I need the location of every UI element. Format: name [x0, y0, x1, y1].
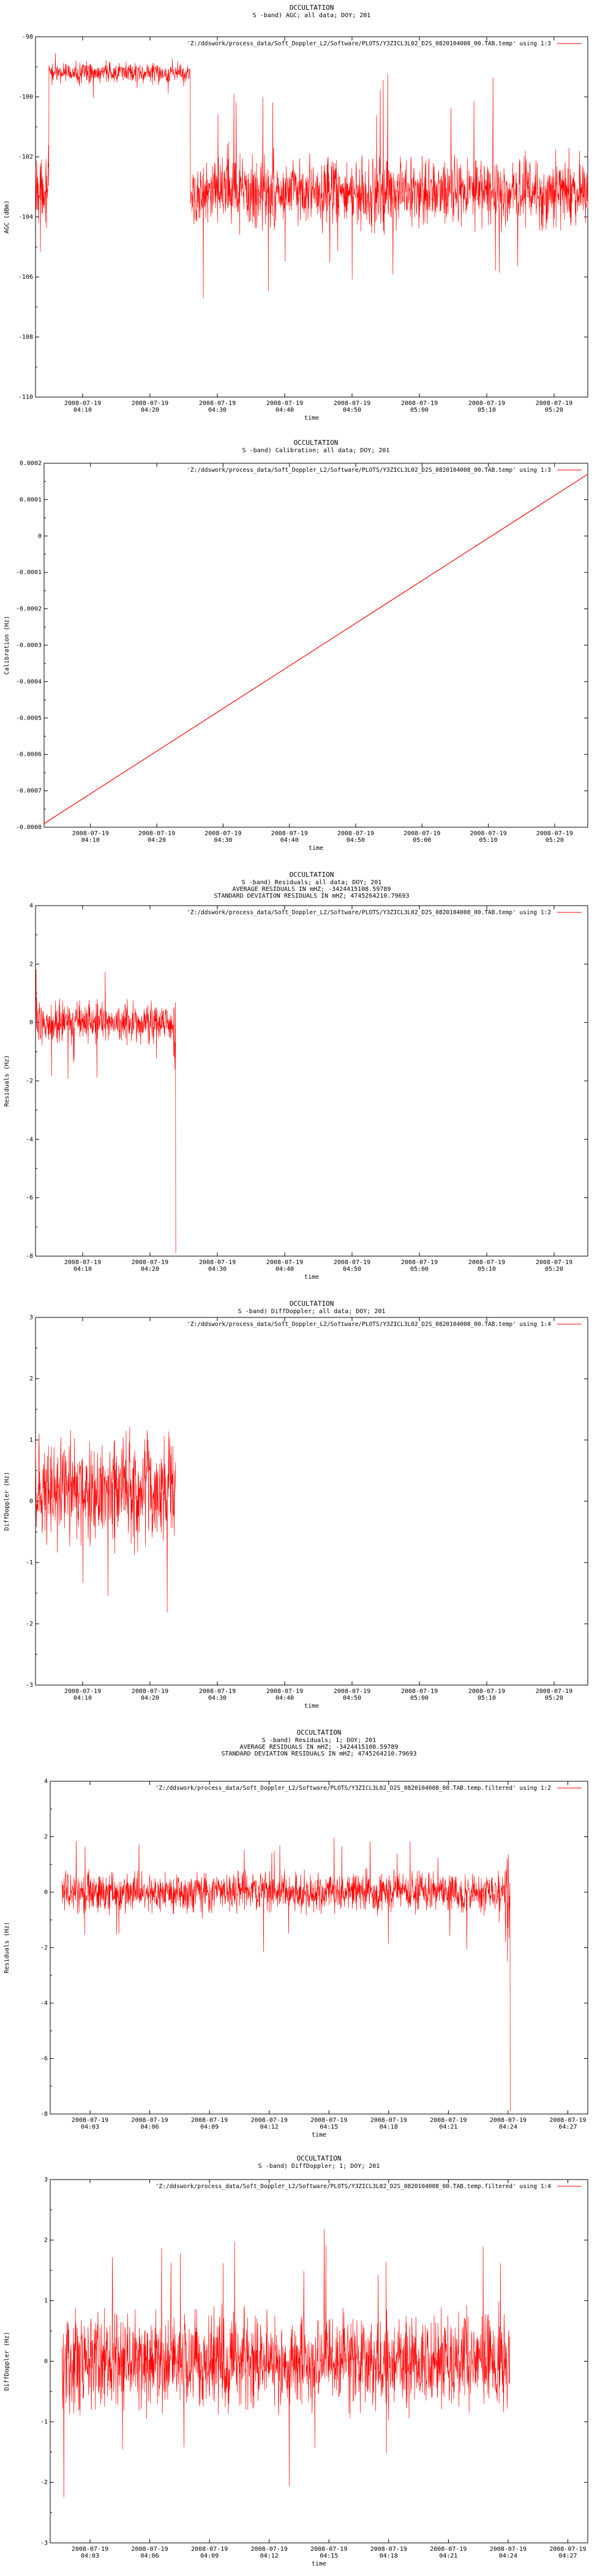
- chart-subtitle: STANDARD DEVIATION RESIDUALS IN mHZ; 4745264210.79693: [221, 1751, 417, 1757]
- y-tick-label: -8: [25, 1253, 33, 1260]
- x-tick-label: 2008-07-19: [468, 400, 506, 407]
- x-tick-label: 04:10: [81, 837, 100, 844]
- y-tick-label: 1: [29, 1437, 33, 1444]
- x-tick-label: 04:27: [558, 2553, 577, 2559]
- x-tick-label: 05:00: [410, 407, 429, 414]
- x-tick-label: 2008-07-19: [333, 400, 371, 407]
- x-tick-label: 2008-07-19: [64, 1688, 102, 1695]
- series-line: [36, 969, 176, 1254]
- x-tick-label: 05:00: [410, 1695, 429, 1702]
- x-tick-label: 2008-07-19: [333, 1688, 371, 1695]
- x-tick-label: 04:10: [73, 407, 92, 414]
- x-tick-label: 05:10: [477, 1695, 497, 1702]
- chart-2: [4, 439, 588, 852]
- x-tick-label: 2008-07-19: [250, 2546, 288, 2553]
- y-tick-label: -0.0007: [15, 787, 42, 795]
- x-tick-label: 04:30: [208, 407, 227, 414]
- x-tick-label: 2008-07-19: [370, 2117, 407, 2124]
- chart-3: [4, 871, 588, 1281]
- x-tick-label: 04:40: [275, 1695, 294, 1702]
- y-tick-label: -0.0008: [15, 824, 42, 831]
- chart-subtitle: STANDARD DEVIATION RESIDUALS IN mHZ; 4745264210.79693: [214, 893, 410, 900]
- y-axis-label: DiffDoppler (Hz): [4, 1471, 10, 1531]
- y-tick-label: 0: [29, 1498, 33, 1505]
- y-tick-label: 2: [43, 1833, 48, 1841]
- chart-subtitle: S -band) DiffDoppler; 1; DOY; 201: [258, 2163, 380, 2170]
- x-tick-label: 2008-07-19: [549, 2117, 587, 2124]
- y-tick-label: -4: [25, 1136, 33, 1143]
- x-tick-label: 2008-07-19: [549, 2546, 587, 2553]
- chart-1: [4, 4, 588, 422]
- y-tick-label: 3: [43, 2176, 48, 2183]
- y-tick-label: -2: [40, 2479, 48, 2487]
- x-tick-label: 05:20: [545, 837, 564, 844]
- x-tick-label: 2008-07-19: [310, 2546, 348, 2553]
- x-tick-label: 2008-07-19: [400, 400, 438, 407]
- x-tick-label: 04:21: [439, 2124, 458, 2131]
- x-tick-label: 04:20: [140, 1266, 160, 1273]
- y-tick-label: -0.0006: [15, 751, 42, 759]
- y-tick-label: -108: [18, 334, 33, 341]
- chart-title: OCCULTATION: [293, 439, 339, 447]
- chart-subtitle: S -band) Calibration; all data; DOY; 201: [242, 447, 390, 454]
- x-tick-label: 04:06: [140, 2124, 159, 2131]
- x-tick-label: 04:18: [379, 2553, 398, 2559]
- x-tick-label: 04:20: [140, 1695, 160, 1702]
- y-tick-label: -110: [18, 394, 33, 401]
- series-line: [62, 1838, 511, 2112]
- legend-label: 'Z:/ddswork/process_data/Soft_Doppler_L2/Software/PLOTS/Y3ZICL3L02_D2S_0820104008_00.TAB.temp' using 1:4: [187, 1321, 551, 1328]
- x-tick-label: 2008-07-19: [400, 1259, 438, 1266]
- legend-label: 'Z:/ddswork/process_data/Soft_Doppler_L2/Software/PLOTS/Y3ZICL3L02_D2S_0820104008_00.TAB.temp.filtered' using 1:4: [155, 2183, 551, 2190]
- y-tick-label: -3: [40, 2540, 48, 2547]
- x-tick-label: 04:50: [342, 407, 362, 414]
- y-tick-label: -104: [18, 214, 33, 221]
- x-tick-label: 2008-07-19: [131, 1259, 169, 1266]
- x-tick-label: 04:03: [80, 2553, 100, 2559]
- y-tick-label: -6: [25, 1194, 33, 1202]
- x-tick-label: 2008-07-19: [489, 2117, 527, 2124]
- x-tick-label: 04:30: [214, 837, 233, 844]
- x-tick-label: 04:24: [498, 2124, 517, 2131]
- y-tick-label: -1: [25, 1559, 33, 1566]
- x-tick-label: 2008-07-19: [71, 2117, 109, 2124]
- y-tick-label: -0.0003: [15, 642, 42, 649]
- y-tick-label: -8: [40, 2111, 48, 2118]
- chart-subtitle: S -band) DiffDoppler; all data; DOY; 201: [238, 1308, 386, 1315]
- y-tick-label: -0.0002: [15, 605, 42, 613]
- x-tick-label: 2008-07-19: [370, 2546, 407, 2553]
- series-line: [62, 2229, 510, 2498]
- x-tick-label: 04:12: [260, 2124, 279, 2131]
- x-tick-label: 05:20: [544, 1695, 564, 1702]
- series-line: [36, 1427, 176, 1613]
- x-tick-label: 2008-07-19: [400, 1688, 438, 1695]
- x-tick-label: 04:09: [200, 2553, 219, 2559]
- chart-5: [4, 1729, 588, 2138]
- chart-6: [4, 2154, 588, 2567]
- x-tick-label: 2008-07-19: [198, 400, 236, 407]
- x-tick-label: 05:00: [410, 1266, 429, 1273]
- y-tick-label: 2: [29, 961, 33, 968]
- x-axis-label: time: [304, 415, 320, 422]
- y-tick-label: -6: [40, 2055, 48, 2063]
- x-tick-label: 05:00: [413, 837, 432, 844]
- x-tick-label: 2008-07-19: [266, 1688, 304, 1695]
- x-tick-label: 2008-07-19: [71, 2546, 109, 2553]
- chart-subtitle: AVERAGE RESIDUALS IN mHZ; -3424415108.59789: [239, 1744, 399, 1751]
- x-tick-label: 04:20: [140, 407, 160, 414]
- y-tick-label: 0: [37, 532, 42, 540]
- x-axis-label: time: [308, 845, 324, 852]
- x-tick-label: 04:06: [140, 2553, 159, 2559]
- x-tick-label: 2008-07-19: [64, 400, 102, 407]
- x-tick-label: 2008-07-19: [535, 1259, 573, 1266]
- y-tick-label: -100: [18, 94, 33, 100]
- plot-frame: [50, 1781, 588, 2114]
- y-tick-label: -0.0005: [15, 714, 42, 722]
- x-tick-label: 04:40: [275, 1266, 294, 1273]
- x-tick-label: 2008-07-19: [250, 2117, 288, 2124]
- x-tick-label: 04:18: [379, 2124, 398, 2131]
- x-tick-label: 05:10: [479, 837, 498, 844]
- x-tick-label: 2008-07-19: [198, 1688, 236, 1695]
- x-tick-label: 04:21: [439, 2553, 458, 2559]
- y-tick-label: 0.0001: [19, 496, 42, 504]
- chart-4: [4, 1300, 588, 1710]
- x-axis-label: time: [311, 2132, 327, 2138]
- x-tick-label: 2008-07-19: [198, 1259, 236, 1266]
- x-tick-label: 04:10: [73, 1695, 92, 1702]
- x-tick-label: 04:27: [558, 2124, 577, 2131]
- x-tick-label: 2008-07-19: [535, 1688, 573, 1695]
- x-tick-label: 2008-07-19: [191, 2117, 228, 2124]
- y-axis-label: Residuals (Hz): [4, 1922, 10, 1974]
- legend-label: 'Z:/ddswork/process_data/Soft_Doppler_L2/Software/PLOTS/Y3ZICL3L02_D2S_0820104008_00.TAB.temp' using 1:3: [187, 467, 551, 474]
- x-tick-label: 2008-07-19: [337, 830, 375, 837]
- x-tick-label: 05:10: [477, 1266, 497, 1273]
- x-tick-label: 2008-07-19: [64, 1259, 102, 1266]
- chart-subtitle: S -band) Residuals; 1; DOY; 201: [261, 1737, 377, 1744]
- legend-label: 'Z:/ddswork/process_data/Soft_Doppler_L2/Software/PLOTS/Y3ZICL3L02_D2S_0820104008_00.TAB.temp.filtered' using 1:2: [155, 1785, 551, 1792]
- x-tick-label: 2008-07-19: [333, 1259, 371, 1266]
- plot-frame: [36, 37, 588, 397]
- y-axis-label: Residuals (Hz): [4, 1055, 10, 1107]
- chart-subtitle: S -band) Residuals; all data; DOY; 201: [241, 879, 382, 886]
- y-tick-label: -2: [25, 1078, 33, 1085]
- y-tick-label: 3: [29, 1314, 33, 1321]
- x-tick-label: 2008-07-19: [536, 830, 573, 837]
- x-tick-label: 2008-07-19: [138, 830, 176, 837]
- x-tick-label: 2008-07-19: [489, 2546, 527, 2553]
- x-tick-label: 04:20: [148, 837, 167, 844]
- y-tick-label: 4: [43, 1778, 48, 1785]
- x-tick-label: 04:40: [280, 837, 299, 844]
- legend-label: 'Z:/ddswork/process_data/Soft_Doppler_L2/Software/PLOTS/Y3ZICL3L02_D2S_0820104008_00.TAB.temp' using 1:2: [187, 909, 551, 916]
- x-tick-label: 04:50: [342, 1266, 362, 1273]
- y-axis-label: Calibration (Hz): [4, 615, 10, 675]
- x-tick-label: 2008-07-19: [72, 830, 109, 837]
- x-tick-label: 05:10: [477, 407, 497, 414]
- chart-title: OCCULTATION: [296, 1729, 342, 1737]
- plot-frame: [50, 2180, 588, 2543]
- y-tick-label: -0.0004: [15, 678, 42, 686]
- x-tick-label: 04:40: [275, 407, 294, 414]
- x-tick-label: 2008-07-19: [403, 830, 441, 837]
- x-tick-label: 2008-07-19: [310, 2117, 348, 2124]
- x-tick-label: 05:20: [544, 407, 564, 414]
- x-tick-label: 2008-07-19: [430, 2117, 467, 2124]
- x-axis-label: time: [304, 1703, 320, 1710]
- x-tick-label: 04:15: [320, 2553, 339, 2559]
- plot-frame: [44, 463, 588, 827]
- x-tick-label: 2008-07-19: [468, 1259, 506, 1266]
- chart-title: OCCULTATION: [289, 4, 334, 12]
- y-tick-label: -98: [21, 34, 33, 40]
- x-tick-label: 04:12: [260, 2553, 279, 2559]
- y-tick-label: -4: [40, 2000, 48, 2007]
- y-tick-label: -0.0001: [15, 569, 42, 577]
- plot-frame: [36, 906, 588, 1256]
- x-tick-label: 2008-07-19: [266, 1259, 304, 1266]
- x-tick-label: 04:50: [346, 837, 366, 844]
- x-tick-label: 2008-07-19: [266, 400, 304, 407]
- x-tick-label: 2008-07-19: [430, 2546, 467, 2553]
- chart-title: OCCULTATION: [289, 1300, 334, 1308]
- y-tick-label: -102: [18, 154, 33, 161]
- series-line: [44, 474, 588, 824]
- x-tick-label: 2008-07-19: [535, 400, 573, 407]
- y-axis-label: AGC (dBm): [4, 200, 10, 234]
- x-axis-label: time: [311, 2561, 327, 2567]
- x-tick-label: 04:30: [208, 1695, 227, 1702]
- legend-label: 'Z:/ddswork/process_data/Soft_Doppler_L2/Software/PLOTS/Y3ZICL3L02_D2S_0820104008_00.TAB.temp' using 1:3: [187, 40, 551, 47]
- chart-title: OCCULTATION: [296, 2154, 342, 2162]
- x-tick-label: 2008-07-19: [131, 2546, 168, 2553]
- x-tick-label: 2008-07-19: [468, 1688, 506, 1695]
- y-tick-label: 0: [29, 1019, 33, 1026]
- x-tick-label: 05:20: [544, 1266, 564, 1273]
- x-axis-label: time: [304, 1274, 320, 1281]
- x-tick-label: 04:10: [73, 1266, 92, 1273]
- chart-subtitle: AVERAGE RESIDUALS IN mHZ; -3424415108.59789: [232, 886, 391, 893]
- x-tick-label: 04:24: [498, 2553, 517, 2559]
- y-tick-label: 2: [43, 2237, 48, 2244]
- chart-title: OCCULTATION: [289, 871, 334, 879]
- y-tick-label: 0.0002: [19, 460, 42, 467]
- y-tick-label: 2: [29, 1376, 33, 1382]
- y-tick-label: -106: [18, 274, 33, 281]
- y-tick-label: 0: [43, 2358, 48, 2365]
- x-tick-label: 04:30: [208, 1266, 227, 1273]
- x-tick-label: 2008-07-19: [271, 830, 308, 837]
- x-tick-label: 2008-07-19: [191, 2546, 228, 2553]
- y-tick-label: 1: [43, 2297, 48, 2305]
- y-tick-label: -3: [25, 1682, 33, 1689]
- series-line: [36, 53, 588, 299]
- y-tick-label: 0: [43, 1889, 48, 1896]
- y-tick-label: -2: [25, 1621, 33, 1627]
- x-tick-label: 2008-07-19: [131, 1688, 169, 1695]
- x-tick-label: 04:50: [342, 1695, 362, 1702]
- y-axis-label: DiffDoppler (Hz): [4, 2332, 10, 2391]
- x-tick-label: 2008-07-19: [131, 2117, 168, 2124]
- y-tick-label: -2: [40, 1944, 48, 1952]
- x-tick-label: 04:03: [80, 2124, 100, 2131]
- x-tick-label: 2008-07-19: [131, 400, 169, 407]
- x-tick-label: 2008-07-19: [204, 830, 242, 837]
- y-tick-label: 4: [29, 903, 33, 909]
- x-tick-label: 04:09: [200, 2124, 219, 2131]
- x-tick-label: 04:15: [320, 2124, 339, 2131]
- y-tick-label: -1: [40, 2419, 48, 2426]
- chart-subtitle: S -band) AGC; all data; DOY; 201: [252, 12, 371, 19]
- x-tick-label: 2008-07-19: [470, 830, 507, 837]
